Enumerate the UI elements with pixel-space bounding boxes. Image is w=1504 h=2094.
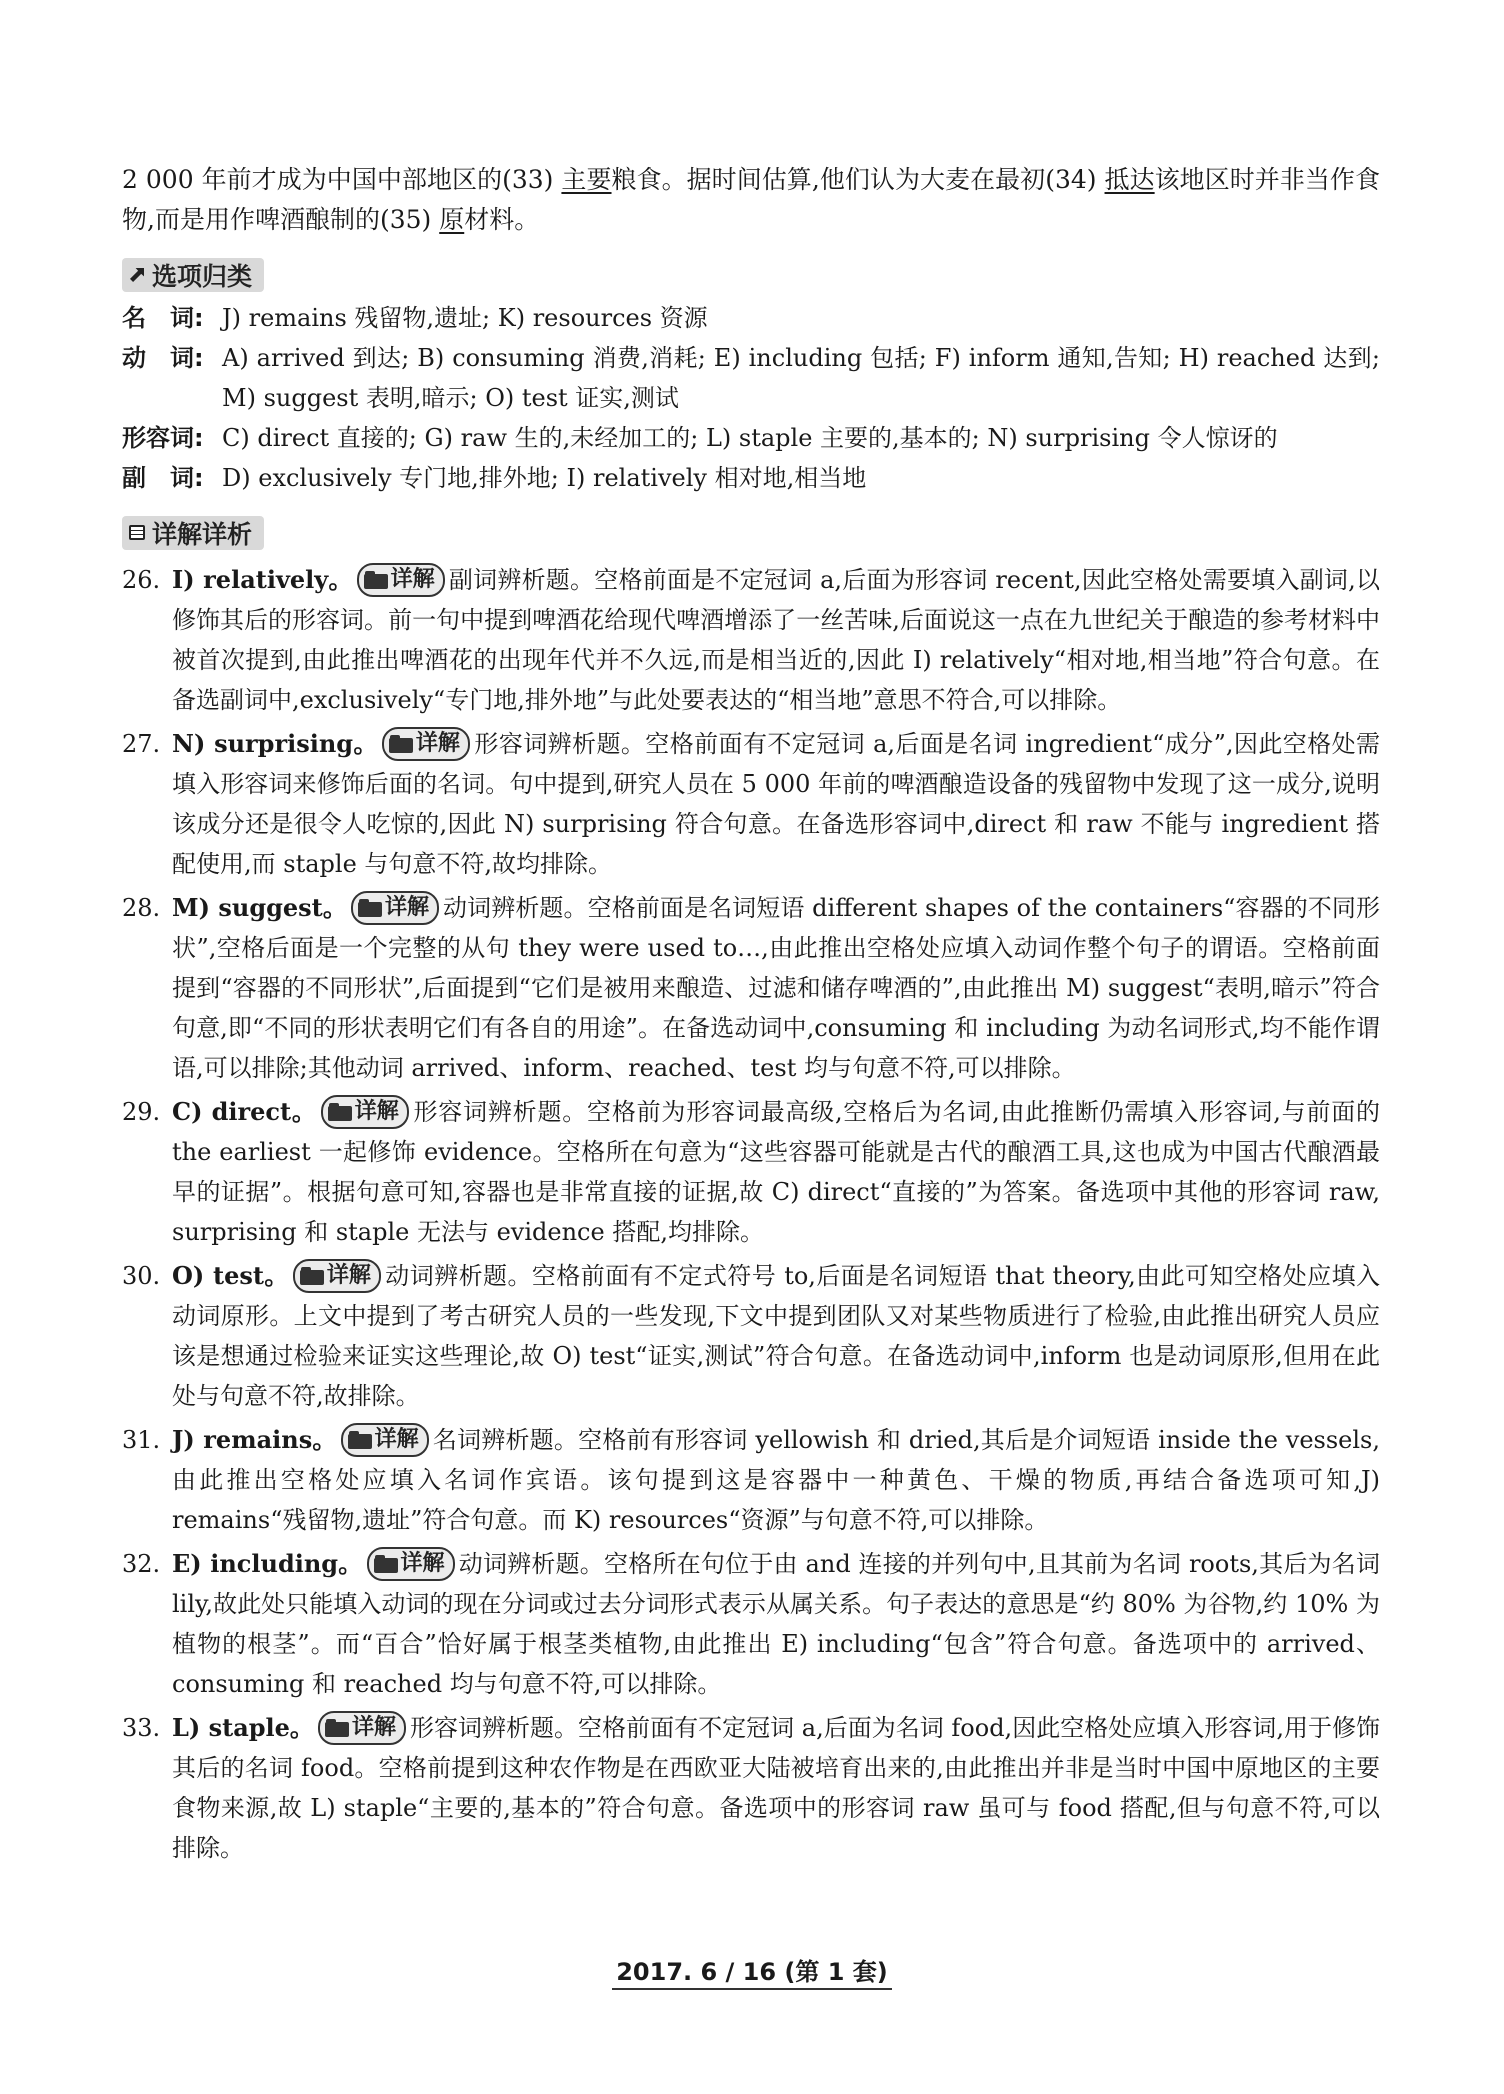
pos-label: 形容词: (122, 424, 204, 452)
detail-badge (382, 727, 470, 761)
part-of-speech-list (122, 298, 1380, 498)
page-footer (0, 1952, 1504, 1987)
pos-label: 动 词: (122, 344, 204, 372)
arrow-icon (128, 266, 146, 284)
item-body (172, 1544, 1380, 1704)
detail-badge (318, 1711, 406, 1745)
item-number: 30. (122, 1262, 161, 1290)
section-title: 选项归类 (152, 262, 253, 291)
section-tag (122, 516, 264, 550)
item-text: 名词辨析题。空格前有形容词 yellowish 和 dried,其后是介词短语 inside the vessels,由此推出空格处应填入名词作宾语。该句提到这是容器中一种黄色、干燥的物质,再结合备选项可知,J) remains“残留物,遗址”符合句意。而 K) resources“资源”与句意不符,可以排除。 (172, 1426, 1380, 1534)
item-number: 27. (122, 730, 161, 758)
item-number: 26. (122, 566, 161, 594)
explanation-item (122, 724, 1380, 884)
section-header-explanations (122, 516, 1380, 550)
explanation-list (122, 560, 1380, 1868)
item-answer: O) test。 (172, 1261, 289, 1290)
intro-paragraph (122, 160, 1380, 240)
intro-underlined-word: 抵达 (1104, 165, 1155, 194)
intro-text: 该地区时并非当作食物,而是用作啤酒酿制的(35) (122, 165, 1380, 234)
explanation-item (122, 888, 1380, 1088)
item-number: 32. (122, 1550, 161, 1578)
pos-row-noun (122, 298, 1380, 338)
item-body (172, 888, 1380, 1088)
folder-icon (358, 899, 382, 917)
document-icon (128, 524, 146, 542)
folder-icon (328, 1103, 352, 1121)
badge-label: 详解 (326, 1262, 371, 1288)
detail-badge (341, 1423, 429, 1457)
section-tag (122, 258, 264, 292)
item-body (172, 1256, 1380, 1416)
item-text: 动词辨析题。空格前面是名词短语 different shapes of the containers“容器的不同形状”,空格后面是一个完整的从句 they were used to…,由此推出空格处应填入动词作整个句子的谓语。空格前面提到“容器的不同形状”,后面提到“它们是被用来酿造、过滤和储存啤酒的”,由此推出 M) suggest“表明,暗示”符合句意,即“不同的形状表明它们有各自的用途”。在备选动词中,consuming 和 including 为动名词形式,均不能作谓语,可以排除;其他动词 arrived、inform、reached、test 均与句意不符,可以排除。 (172, 894, 1380, 1082)
item-answer: N) surprising。 (172, 729, 378, 758)
item-text: 动词辨析题。空格所在句位于由 and 连接的并列句中,且其前为名词 roots,其后为名词 lily,故此处只能填入动词的现在分词或过去分词形式表示从属关系。句子表达的意思是“约 80% 为谷物,约 10% 为植物的根茎”。而“百合”恰好属于根茎类植物,由此推出 E) including“包含”符合句意。备选项中的 arrived、consuming 和 reached 均与句意不符,可以排除。 (172, 1550, 1380, 1698)
item-body (172, 560, 1380, 720)
badge-label: 详解 (384, 894, 429, 920)
badge-label: 详解 (390, 566, 435, 592)
item-text: 动词辨析题。空格前面有不定式符号 to,后面是名词短语 that theory,由此可知空格处应填入动词原形。上文中提到了考古研究人员的一些发现,下文中提到团队又对某些物质进行了检验,由此推出研究人员应该是想通过检验来证实这些理论,故 O) test“证实,测试”符合句意。在备选动词中,inform 也是动词原形,但用在此处与句意不符,故排除。 (172, 1262, 1380, 1410)
item-text: 形容词辨析题。空格前为形容词最高级,空格后为名词,由此推断仍需填入形容词,与前面的 the earliest 一起修饰 evidence。空格所在句意为“这些容器可能就是古代的酿酒工具,这也成为中国古代酿酒最早的证据”。根据句意可知,容器也是非常直接的证据,故 C) direct“直接的”为答案。备选项中其他的形容词 raw, surprising 和 staple 无法与 evidence 搭配,均排除。 (172, 1098, 1380, 1246)
intro-text: 粮食。据时间估算,他们认为大麦在最初(34) (611, 165, 1105, 194)
intro-text: 材料。 (464, 205, 540, 234)
intro-text: 2 000 年前才成为中国中部地区的(33) (122, 165, 562, 194)
folder-icon (389, 735, 413, 753)
content (122, 160, 1380, 1872)
badge-label: 详解 (351, 1714, 396, 1740)
pos-row-adverb (122, 458, 1380, 498)
item-body (172, 1708, 1380, 1868)
detail-badge (367, 1547, 455, 1581)
explanation-item (122, 560, 1380, 720)
item-number: 29. (122, 1098, 161, 1126)
pos-row-verb (122, 338, 1380, 418)
detail-badge (357, 563, 445, 597)
pos-label: 名 词: (122, 304, 204, 332)
item-body (172, 724, 1380, 884)
item-number: 33. (122, 1714, 161, 1742)
item-text: 形容词辨析题。空格前面有不定冠词 a,后面是名词 ingredient“成分”,因此空格处需填入形容词来修饰后面的名词。句中提到,研究人员在 5 000 年前的啤酒酿造设备的残留物中发现了这一成分,说明该成分还是很令人吃惊的,因此 N) surprising 符合句意。在备选形容词中,direct 和 raw 不能与 ingredient 搭配使用,而 staple 与句意不符,故均排除。 (172, 730, 1381, 878)
badge-label: 详解 (354, 1098, 399, 1124)
badge-label: 详解 (400, 1550, 445, 1576)
folder-icon (364, 571, 388, 589)
pos-text: A) arrived 到达; B) consuming 消费,消耗; E) including 包括; F) inform 通知,告知; H) reached 达到; M) suggest 表明,暗示; O) test 证实,测试 (222, 344, 1380, 412)
item-text: 副词辨析题。空格前面是不定冠词 a,后面为形容词 recent,因此空格处需要填入副词,以修饰其后的形容词。前一句中提到啤酒花给现代啤酒增添了一丝苦味,后面说这一点在九世纪关于酿造的参考材料中被首次提到,由此推出啤酒花的出现年代并不久远,而是相当近的,因此 I) relatively“相对地,相当地”符合句意。在备选副词中,exclusively“专门地,排外地”与此处要表达的“相当地”意思不符合,可以排除。 (172, 566, 1381, 714)
section-title: 详解详析 (152, 520, 253, 549)
badge-label: 详解 (415, 730, 460, 756)
intro-underlined-word: 原 (439, 205, 465, 234)
pos-text: J) remains 残留物,遗址; K) resources 资源 (222, 304, 708, 332)
item-answer: I) relatively。 (172, 565, 353, 594)
item-answer: E) including。 (172, 1549, 363, 1578)
explanation-item (122, 1256, 1380, 1416)
pos-text: C) direct 直接的; G) raw 生的,未经加工的; L) staple 主要的,基本的; N) surprising 令人惊讶的 (222, 424, 1278, 452)
page-number: 2017. 6 / 16 (第 1 套) (612, 1958, 892, 1990)
pos-text: D) exclusively 专门地,排外地; I) relatively 相对地,相当地 (222, 464, 867, 492)
item-body (172, 1420, 1380, 1540)
item-number: 28. (122, 894, 161, 922)
pos-row-adjective (122, 418, 1380, 458)
item-text: 形容词辨析题。空格前面有不定冠词 a,后面为名词 food,因此空格处应填入形容词,用于修饰其后的名词 food。空格前提到这种农作物是在西欧亚大陆被培育出来的,由此推出并非是当时中国中原地区的主要食物来源,故 L) staple“主要的,基本的”符合句意。备选项中的形容词 raw 虽可与 food 搭配,但与句意不符,可以排除。 (172, 1714, 1380, 1862)
item-answer: L) staple。 (172, 1713, 314, 1742)
folder-icon (374, 1555, 398, 1573)
item-answer: J) remains。 (172, 1425, 337, 1454)
explanation-item (122, 1420, 1380, 1540)
section-header-options (122, 258, 1380, 292)
item-answer: C) direct。 (172, 1097, 317, 1126)
explanation-item (122, 1092, 1380, 1252)
explanation-item (122, 1544, 1380, 1704)
pos-label: 副 词: (122, 464, 204, 492)
item-answer: M) suggest。 (172, 893, 347, 922)
folder-icon (325, 1719, 349, 1737)
detail-badge (351, 891, 439, 925)
badge-label: 详解 (374, 1426, 419, 1452)
detail-badge (321, 1095, 409, 1129)
intro-underlined-word: 主要 (561, 165, 612, 194)
folder-icon (348, 1431, 372, 1449)
folder-icon (300, 1267, 324, 1285)
explanation-item (122, 1708, 1380, 1868)
item-body (172, 1092, 1380, 1252)
item-number: 31. (122, 1426, 161, 1454)
detail-badge (293, 1259, 381, 1293)
